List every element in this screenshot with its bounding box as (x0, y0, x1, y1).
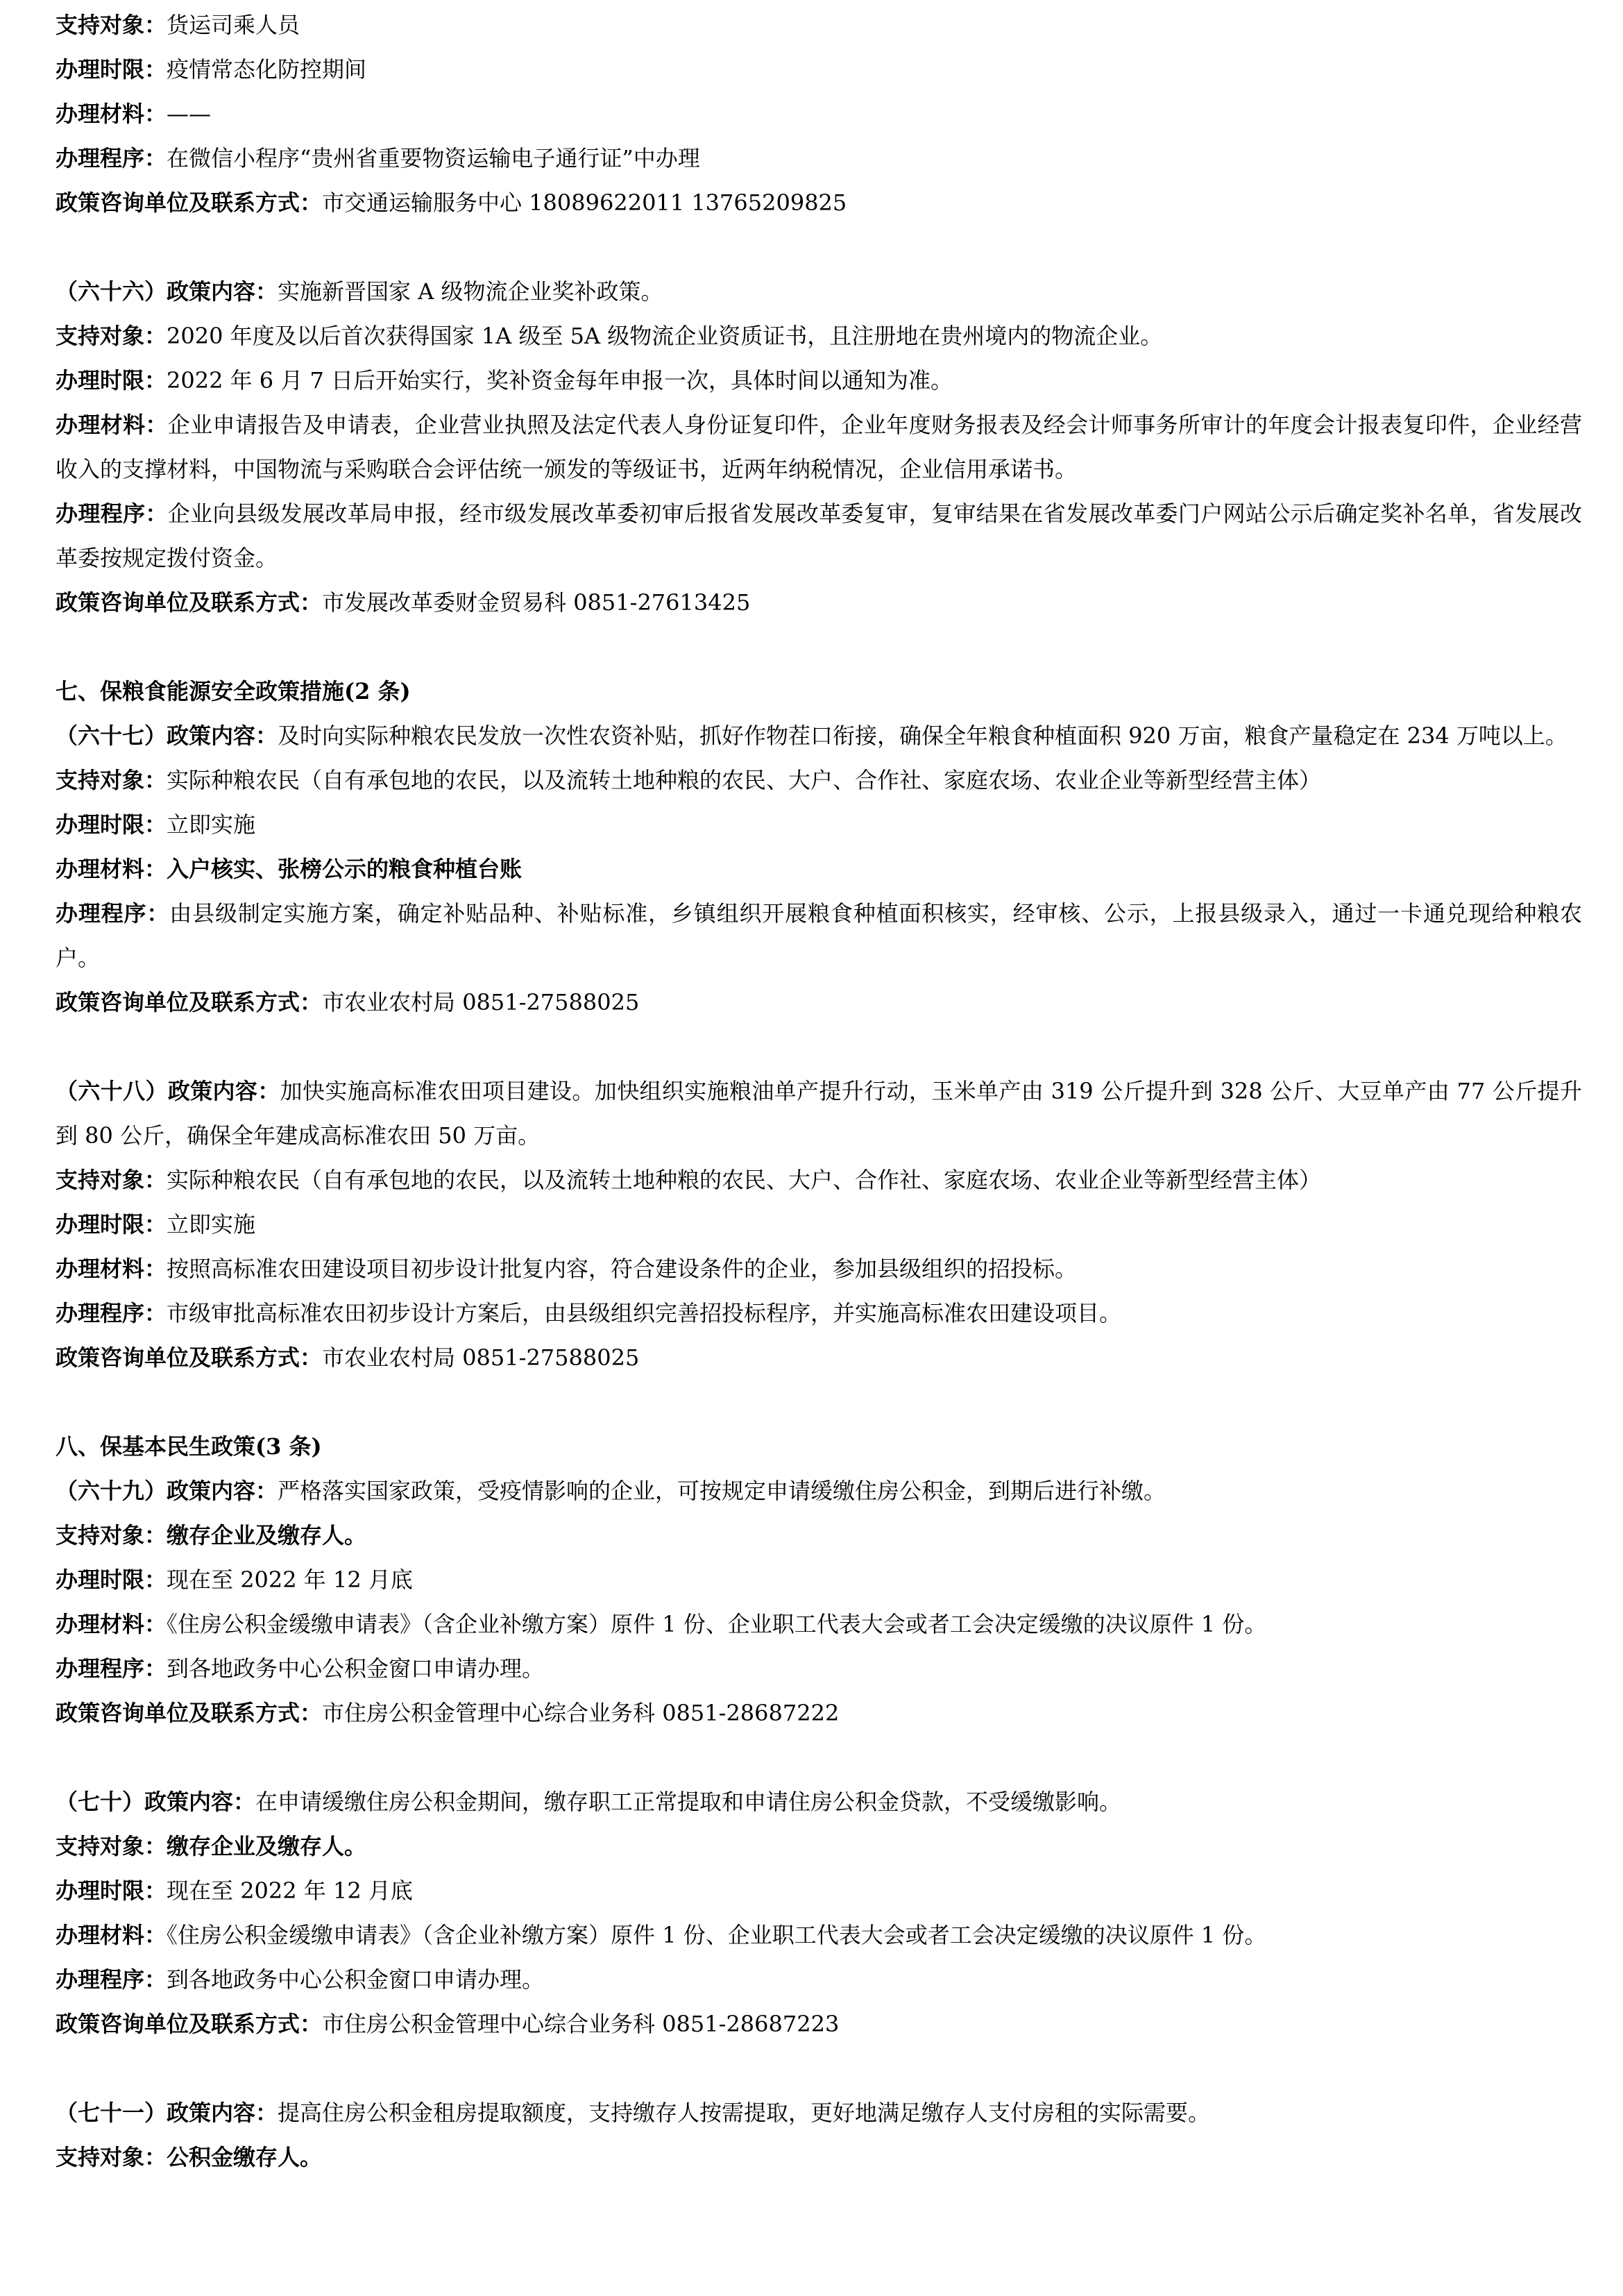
policy-row (56, 891, 1582, 980)
policy-row (56, 580, 1582, 625)
policy-row (56, 491, 1582, 580)
policy-row (56, 1780, 1582, 1824)
field-label: 办理材料： (56, 1922, 167, 1948)
field-value: 市交通运输服务中心 18089622011 13765209825 (322, 189, 847, 216)
policy-row (56, 2091, 1582, 2135)
policy-block (56, 1069, 1582, 1380)
policy-row (56, 1247, 1582, 1291)
field-label: 政策咨询单位及联系方式： (56, 1344, 323, 1371)
policy-row (56, 136, 1582, 180)
policy-row (56, 1646, 1582, 1691)
field-value: 提高住房公积金租房提取额度，支持缴存人按需提取，更好地满足缴存人支付房租的实际需要。 (278, 2100, 1211, 2126)
field-label: 政策咨询单位及联系方式： (56, 589, 323, 616)
field-label: 办理材料： (56, 1611, 167, 1637)
policy-row (56, 1824, 1582, 1868)
field-label: 政策咨询单位及联系方式： (56, 2011, 323, 2037)
field-value: 企业向县级发展改革局申报，经市级发展改革委初审后报省发展改革委复审，复审结果在省发展改革委门户网站公示后确定奖补名单，省发展改革委按规定拨付资金。 (56, 500, 1582, 571)
field-label: 办理时限： (56, 1877, 167, 1904)
field-value: 市住房公积金管理中心综合业务科 0851-28687222 (322, 1700, 840, 1726)
field-value: 市住房公积金管理中心综合业务科 0851-28687223 (322, 2011, 840, 2037)
field-value: 由县级制定实施方案，确定补贴品种、补贴标准，乡镇组织开展粮食种植面积核实，经审核、公示，上报县级录入，通过一卡通兑现给种粮农户。 (56, 900, 1582, 971)
field-label: 支持对象： (56, 12, 167, 38)
policy-row (56, 1513, 1582, 1558)
field-value: 市农业农村局 0851-27588025 (322, 989, 640, 1015)
policy-row (56, 92, 1582, 136)
field-value: 在微信小程序“贵州省重要物资运输电子通行证”中办理 (167, 145, 700, 171)
field-label: 支持对象： (56, 767, 167, 793)
policy-row (56, 1335, 1582, 1380)
policy-row (56, 714, 1582, 758)
policy-row (56, 1957, 1582, 2002)
field-label: 办理时限： (56, 1211, 167, 1238)
field-value: 严格落实国家政策，受疫情影响的企业，可按规定申请缓缴住房公积金，到期后进行补缴。 (278, 1478, 1166, 1504)
policy-row (56, 180, 1582, 225)
field-label: （六十八）政策内容： (56, 1078, 280, 1104)
field-value: 加快实施高标准农田项目建设。加快组织实施粮油单产提升行动，玉米单产由 319 公斤提升到 328 公斤、大豆单产由 77 公斤提升到 80 公斤，确保全年建成高标准农田 50 万亩。 (56, 1078, 1582, 1149)
policy-row (56, 314, 1582, 358)
field-value: 《住房公积金缓缴申请表》（含企业补缴方案）原件 1 份、企业职工代表大会或者工会决定缓缴的决议原件 1 份。 (167, 1611, 1267, 1637)
field-value: 及时向实际种粮农民发放一次性农资补贴，抓好作物茬口衔接，确保全年粮食种植面积 920 万亩，粮食产量稳定在 234 万吨以上。 (278, 723, 1567, 749)
field-label: （六十六）政策内容： (56, 278, 278, 305)
field-value: 市级审批高标准农田初步设计方案后，由县级组织完善招投标程序，并实施高标准农田建设项目。 (167, 1300, 1122, 1326)
field-value: 在申请缓缴住房公积金期间，缴存职工正常提取和申请住房公积金贷款，不受缓缴影响。 (255, 1789, 1122, 1815)
field-value: 实施新晋国家 A 级物流企业奖补政策。 (278, 278, 663, 305)
policy-block (56, 1780, 1582, 2046)
section-title: 八、保基本民生政策(3 条) (56, 1433, 322, 1460)
field-label: （六十九）政策内容： (56, 1478, 278, 1504)
policy-row (56, 403, 1582, 491)
policy-row (56, 1069, 1582, 1158)
field-label: 办理程序： (56, 1300, 167, 1326)
field-label: 支持对象： (56, 323, 167, 349)
field-value: 疫情常态化防控期间 (167, 56, 367, 83)
field-value: 市农业农村局 0851-27588025 (322, 1344, 640, 1371)
field-label: 政策咨询单位及联系方式： (56, 989, 323, 1015)
document-body (56, 0, 1582, 2179)
field-value: 缴存企业及缴存人。 (167, 1522, 367, 1548)
policy-row (56, 1469, 1582, 1513)
policy-row (56, 1913, 1582, 1957)
policy-row (56, 1158, 1582, 1202)
policy-row (56, 847, 1582, 891)
field-label: （六十七）政策内容： (56, 723, 278, 749)
policy-block (56, 669, 1582, 1024)
field-label: 办理材料： (56, 1256, 167, 1282)
field-value: 立即实施 (167, 811, 256, 838)
policy-row (56, 1202, 1582, 1247)
field-label: 办理程序： (56, 145, 167, 171)
field-label: 支持对象： (56, 2144, 167, 2170)
field-label: 办理时限： (56, 56, 167, 83)
policy-row (56, 1691, 1582, 1735)
field-value: 公积金缴存人。 (167, 2144, 323, 2170)
field-label: 支持对象： (56, 1522, 167, 1548)
field-value: 货运司乘人员 (167, 12, 300, 38)
policy-block (56, 269, 1582, 625)
policy-row (56, 358, 1582, 403)
field-label: 支持对象： (56, 1167, 167, 1193)
field-label: 支持对象： (56, 1833, 167, 1859)
field-value: 现在至 2022 年 12 月底 (167, 1567, 413, 1593)
field-label: 办理程序： (56, 1655, 167, 1682)
field-value: 到各地政务中心公积金窗口申请办理。 (167, 1655, 545, 1682)
field-value: 缴存企业及缴存人。 (167, 1833, 367, 1859)
policy-row (56, 47, 1582, 92)
policy-row (56, 1558, 1582, 1602)
policy-row (56, 2002, 1582, 2046)
policy-row (56, 2135, 1582, 2179)
policy-row (56, 802, 1582, 847)
field-value: 实际种粮农民（自有承包地的农民，以及流转土地种粮的农民、大户、合作社、家庭农场、农业企业等新型经营主体） (167, 1167, 1322, 1193)
field-value: 实际种粮农民（自有承包地的农民，以及流转土地种粮的农民、大户、合作社、家庭农场、农业企业等新型经营主体） (167, 767, 1322, 793)
policy-row (56, 269, 1582, 314)
field-label: 办理时限： (56, 1567, 167, 1593)
field-value: 企业申请报告及申请表，企业营业执照及法定代表人身份证复印件，企业年度财务报表及经会计师事务所审计的年度会计报表复印件，企业经营收入的支撑材料，中国物流与采购联合会评估统一颁发的等级证书，近两年纳税情况，企业信用承诺书。 (56, 412, 1582, 482)
policy-block (56, 2091, 1582, 2179)
field-value: 市发展改革委财金贸易科 0851-27613425 (322, 589, 751, 616)
field-label: 办理材料： (56, 101, 167, 127)
field-value: 2022 年 6 月 7 日后开始实行，奖补资金每年申报一次，具体时间以通知为准。 (167, 367, 953, 394)
field-label: 办理时限： (56, 811, 167, 838)
field-value: 到各地政务中心公积金窗口申请办理。 (167, 1966, 545, 1993)
field-value: 入户核实、张榜公示的粮食种植台账 (167, 856, 522, 882)
field-label: 办理程序： (56, 500, 168, 527)
field-label: （七十一）政策内容： (56, 2100, 278, 2126)
policy-row (56, 758, 1582, 802)
field-label: （七十）政策内容： (56, 1789, 256, 1815)
policy-row (56, 1868, 1582, 1913)
field-value: 现在至 2022 年 12 月底 (167, 1877, 413, 1904)
policy-row (56, 1291, 1582, 1335)
field-value: —— (167, 101, 212, 127)
policy-row (56, 980, 1582, 1024)
field-value: 《住房公积金缓缴申请表》（含企业补缴方案）原件 1 份、企业职工代表大会或者工会决定缓缴的决议原件 1 份。 (167, 1922, 1267, 1948)
field-value: 立即实施 (167, 1211, 256, 1238)
field-label: 办理时限： (56, 367, 167, 394)
policy-block (56, 3, 1582, 225)
field-label: 政策咨询单位及联系方式： (56, 189, 323, 216)
policy-block (56, 1424, 1582, 1735)
field-label: 办理程序： (56, 900, 170, 927)
field-value: 2020 年度及以后首次获得国家 1A 级至 5A 级物流企业资质证书，且注册地在贵州境内的物流企业。 (167, 323, 1163, 349)
policy-row (56, 3, 1582, 47)
field-label: 办理程序： (56, 1966, 167, 1993)
field-label: 办理材料： (56, 856, 167, 882)
field-label: 办理材料： (56, 412, 168, 438)
policy-row (56, 1602, 1582, 1646)
section-title: 七、保粮食能源安全政策措施(2 条) (56, 678, 411, 704)
field-label: 政策咨询单位及联系方式： (56, 1700, 323, 1726)
field-value: 按照高标准农田建设项目初步设计批复内容，符合建设条件的企业，参加县级组织的招投标。 (167, 1256, 1078, 1282)
